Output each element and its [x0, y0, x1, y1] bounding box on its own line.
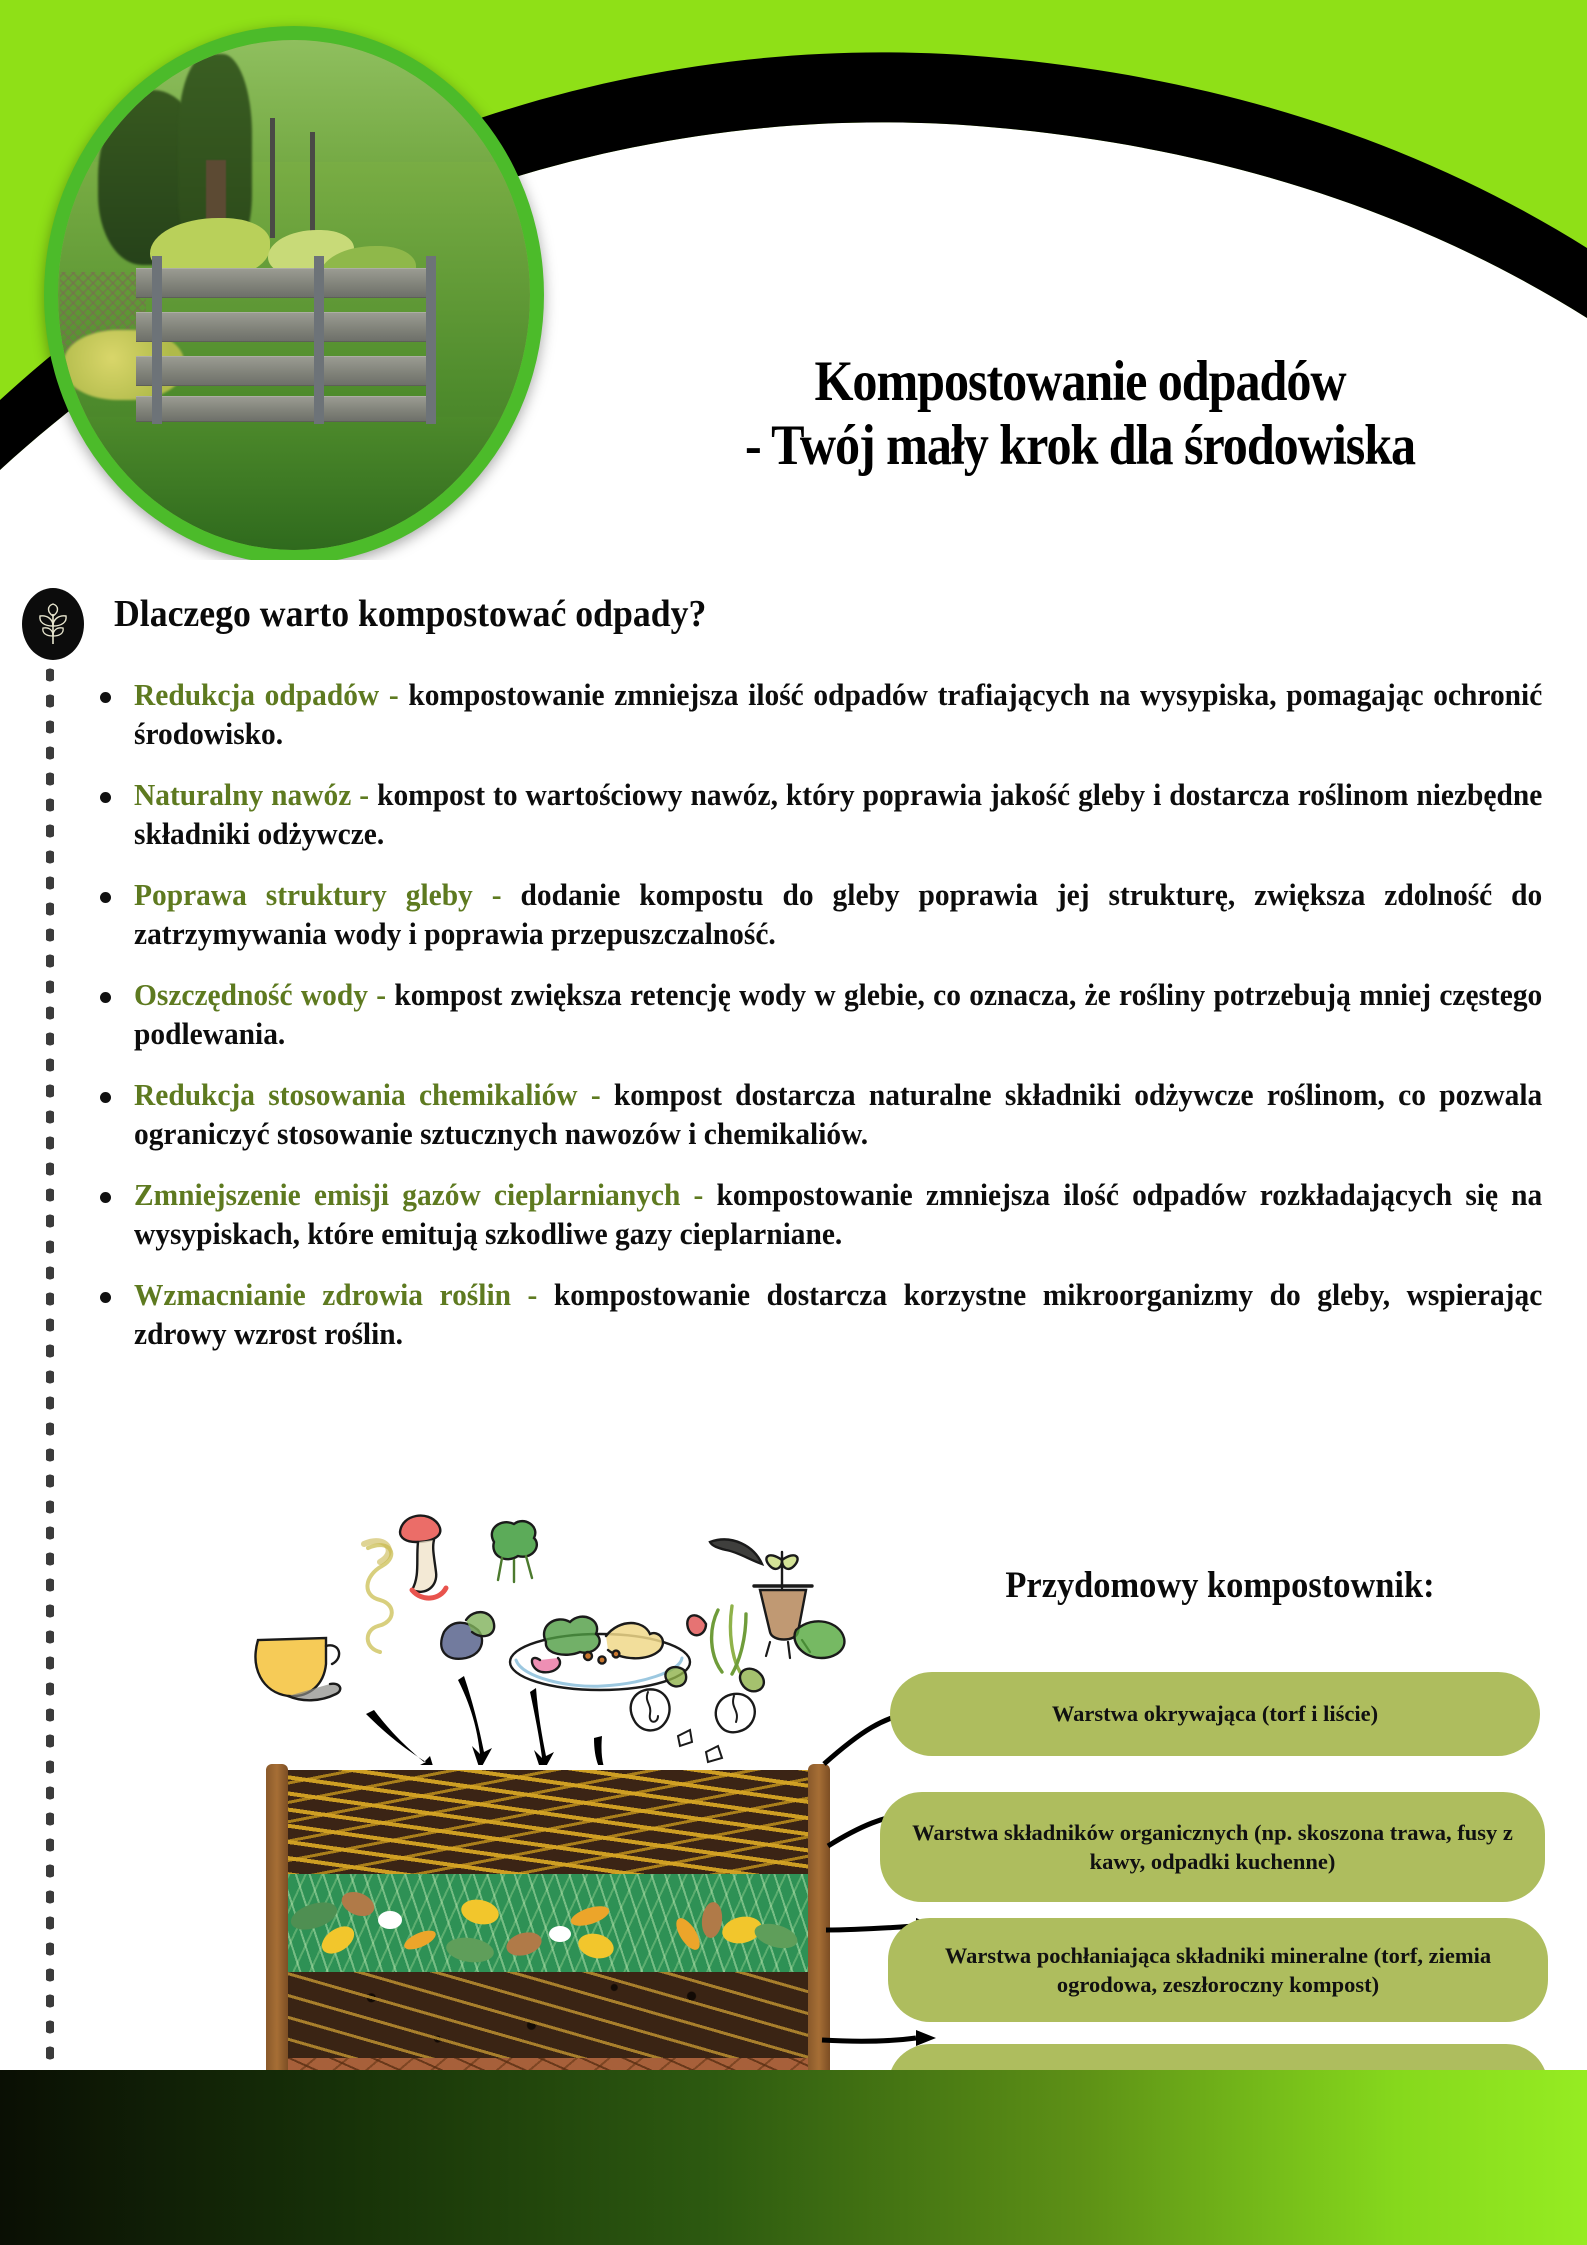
dotted-timeline	[46, 662, 54, 2152]
bullet-text: kompostowanie zmniejsza ilość odpadów trafiających na wysypiska, pomagając ochronić środowisko.	[134, 678, 1543, 752]
list-item	[92, 1276, 1544, 1354]
label-mineral-layer: Warstwa pochłaniająca składniki mineralne (torf, ziemia ogrodowa, zeszłoroczny kompost)	[888, 1918, 1548, 2022]
section-heading	[22, 588, 1122, 658]
layer-mineral	[272, 1972, 824, 2058]
bullet-lead: Poprawa struktury gleby -	[134, 878, 521, 913]
layer-organic	[272, 1874, 824, 1972]
title-line-2: - Twój mały krok dla środowiska	[744, 413, 1416, 477]
layer-covering	[272, 1770, 824, 1874]
footer-bar	[0, 2070, 1587, 2245]
bullet-lead: Naturalny nawóz -	[134, 778, 378, 813]
sprout-badge	[22, 588, 84, 660]
list-item	[92, 676, 1544, 754]
bullet-text: kompost zwiększa retencję wody w glebie, co oznacza, że rośliny potrzebują mniej częstego podlewania.	[134, 978, 1543, 1052]
bullet-lead: Redukcja stosowania chemikaliów -	[134, 1078, 614, 1113]
benefits-list	[92, 676, 1544, 1376]
section-title: Dlaczego warto kompostować odpady?	[114, 593, 707, 635]
bullet-text: kompost to wartościowy nawóz, który poprawia jakość gleby i dostarcza roślinom niezbędne składniki odżywcze.	[134, 778, 1543, 852]
bullet-text: kompostowanie zmniejsza ilość odpadów rozkładających się na wysypiskach, które emitują szkodliwe gazy cieplarniane.	[134, 1178, 1543, 1252]
page-title	[658, 350, 1503, 478]
kitchen-scraps-illustration	[240, 1480, 880, 1765]
list-item	[92, 876, 1544, 954]
composter-contents	[272, 1770, 824, 2114]
list-item	[92, 1076, 1544, 1154]
list-item	[92, 776, 1544, 854]
composter-post-left	[266, 1764, 288, 2116]
bullet-text: dodanie kompostu do gleby poprawia jej strukturę, zwiększa zdolność do zatrzymywania wody i poprawia przepuszczalność.	[134, 878, 1543, 952]
bullet-text: kompost dostarcza naturalne składniki odżywcze roślinom, co pozwala ograniczyć stosowanie sztucznych nawozów i chemikaliów.	[134, 1078, 1543, 1152]
label-organic-layer: Warstwa składników organicznych (np. skoszona trawa, fusy z kawy, odpadki kuchenne)	[880, 1792, 1545, 1902]
list-item	[92, 976, 1544, 1054]
bullet-lead: Zmniejszenie emisji gazów cieplarnianych -	[134, 1178, 717, 1213]
label-covering-layer: Warstwa okrywająca (torf i liście)	[890, 1672, 1540, 1756]
bullet-lead: Oszczędność wody -	[134, 978, 395, 1013]
page-header	[0, 0, 1587, 560]
list-item	[92, 1176, 1544, 1254]
bullet-lead: Wzmacnianie zdrowia roślin -	[134, 1278, 554, 1313]
compost-photo	[44, 26, 544, 560]
bullet-text: kompostowanie dostarcza korzystne mikroorganizmy do gleby, wspierając zdrowy wzrost roślin.	[134, 1278, 1543, 1352]
sprout-icon	[35, 602, 71, 646]
diagram-title: Przydomowy kompostownik:	[1005, 1565, 1435, 1606]
bullet-lead: Redukcja odpadów -	[134, 678, 409, 712]
title-line-1: Kompostowanie odpadów	[814, 350, 1346, 413]
